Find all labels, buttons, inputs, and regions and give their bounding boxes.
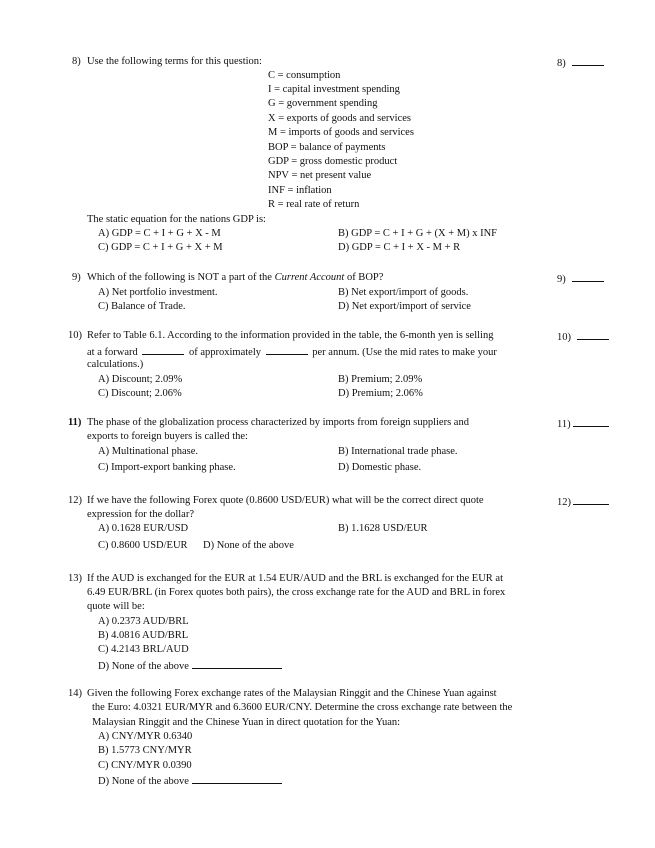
q8-stem: Use the following terms for this question: (87, 56, 262, 67)
q12-option-c[interactable]: C) 0.8600 USD/EUR (98, 540, 188, 551)
q14-option-b[interactable]: B) 1.5773 CNY/MYR (98, 745, 192, 756)
q10-fill-blank-2[interactable] (266, 344, 308, 355)
q10-fill-blank-1[interactable] (142, 344, 184, 355)
q8-def-gdp: GDP = gross domestic product (268, 156, 398, 167)
q12-number: 12) (68, 495, 82, 506)
q9-option-b[interactable]: B) Net export/import of goods. (338, 287, 469, 298)
q11-option-a[interactable]: A) Multinational phase. (98, 446, 199, 457)
q11-number: 11) (68, 417, 82, 428)
q8-option-d[interactable]: D) GDP = C + I + X - M + R (338, 242, 461, 253)
q8-answer-slot[interactable] (557, 55, 604, 71)
q13-answer-blank[interactable] (192, 658, 282, 669)
q8-def-g: G = government spending (268, 98, 378, 109)
q13-option-d-row[interactable] (98, 658, 282, 674)
q8-number: 8) (72, 56, 81, 67)
q8-prompt: The static equation for the nations GDP is: (87, 214, 266, 225)
q11-option-d[interactable]: D) Domestic phase. (338, 462, 422, 473)
q13-line2: 6.49 EUR/BRL (in Forex quotes both pairs), the cross exchange rate for the AUD and BRL in forex (87, 587, 506, 598)
q9-option-a[interactable]: A) Net portfolio investment. (98, 287, 218, 298)
q11-option-b[interactable]: B) International trade phase. (338, 446, 458, 457)
q10-answer-blank[interactable] (577, 329, 609, 340)
q8-def-bop: BOP = balance of payments (268, 142, 386, 153)
q11-answer-slot[interactable] (557, 416, 609, 432)
q9-option-c[interactable]: C) Balance of Trade. (98, 301, 186, 312)
q8-def-r: R = real rate of return (268, 199, 360, 210)
q14-answer-blank[interactable] (192, 773, 282, 784)
q9-stem-after: of BOP? (344, 272, 384, 283)
q10-line3: calculations.) (87, 359, 144, 370)
q11-answer-blank[interactable] (573, 416, 609, 427)
q10-number: 10) (68, 330, 82, 341)
q13-option-d[interactable]: D) None of the above (98, 661, 189, 672)
q11-line2: exports to foreign buyers is called the: (87, 431, 248, 442)
q14-number: 14) (68, 688, 82, 699)
q13-number: 13) (68, 573, 82, 584)
q14-option-d-row[interactable] (98, 773, 282, 789)
q13-option-c[interactable]: C) 4.2143 BRL/AUD (98, 644, 189, 655)
q10-option-d[interactable]: D) Premium; 2.06% (338, 388, 423, 399)
q10-answer-label: 10) (557, 332, 571, 343)
q13-line1: If the AUD is exchanged for the EUR at 1.54 EUR/AUD and the BRL is exchanged for the EUR at (87, 573, 504, 584)
q9-stem (87, 271, 383, 285)
q14-option-c[interactable]: C) CNY/MYR 0.0390 (98, 760, 192, 771)
q8-def-i: I = capital investment spending (268, 84, 400, 95)
q10-line2-c: per annum. (Use the mid rates to make your (312, 347, 497, 358)
q12-line2: expression for the dollar? (87, 509, 195, 520)
q9-option-d[interactable]: D) Net export/import of service (338, 301, 471, 312)
q10-line2-b: of approximately (188, 347, 262, 358)
q8-option-c[interactable]: C) GDP = C + I + G + X + M (98, 242, 223, 253)
q13-option-a[interactable]: A) 0.2373 AUD/BRL (98, 616, 189, 627)
q12-answer-label: 12) (557, 497, 571, 508)
q8-answer-label: 8) (557, 58, 566, 69)
q14-line3: Malaysian Ringgit and the Chinese Yuan in direct quotation for the Yuan: (92, 717, 401, 728)
q9-answer-label: 9) (557, 274, 566, 285)
q9-stem-italic: Current Account (274, 272, 345, 283)
q14-option-d[interactable]: D) None of the above (98, 776, 189, 787)
q8-def-x: X = exports of goods and services (268, 113, 411, 124)
q8-answer-blank[interactable] (572, 55, 604, 66)
q8-option-b[interactable]: B) GDP = C + I + G + (X + M) x INF (338, 228, 498, 239)
q10-option-c[interactable]: C) Discount; 2.06% (98, 388, 182, 399)
q10-option-a[interactable]: A) Discount; 2.09% (98, 374, 183, 385)
q12-answer-blank[interactable] (573, 494, 609, 505)
q9-answer-slot[interactable] (557, 271, 604, 287)
q8-def-inf: INF = inflation (268, 185, 332, 196)
q9-answer-blank[interactable] (572, 271, 604, 282)
q8-def-c: C = consumption (268, 70, 341, 81)
q11-answer-label: 11) (557, 419, 571, 430)
q8-option-a[interactable]: A) GDP = C + I + G + X - M (98, 228, 221, 239)
q10-answer-slot[interactable] (557, 329, 609, 345)
q10-option-b[interactable]: B) Premium; 2.09% (338, 374, 423, 385)
q8-def-m: M = imports of goods and services (268, 127, 414, 138)
q13-line3: quote will be: (87, 601, 145, 612)
q14-line1: Given the following Forex exchange rates of the Malaysian Ringgit and the Chinese Yuan against (87, 688, 497, 699)
q12-option-a[interactable]: A) 0.1628 EUR/USD (98, 523, 189, 534)
q14-line2: the Euro: 4.0321 EUR/MYR and 6.3600 EUR/CNY. Determine the cross exchange rate between the (92, 702, 513, 713)
q10-line1: Refer to Table 6.1. According to the information provided in the table, the 6-month yen is selling (87, 330, 494, 341)
q14-option-a[interactable]: A) CNY/MYR 0.6340 (98, 731, 193, 742)
q11-line1: The phase of the globalization process characterized by imports from foreign suppliers and (87, 417, 469, 428)
q10-line2-a: at a forward (87, 347, 138, 358)
q12-answer-slot[interactable] (557, 494, 609, 510)
q13-option-b[interactable]: B) 4.0816 AUD/BRL (98, 630, 189, 641)
q11-option-c[interactable]: C) Import-export banking phase. (98, 462, 236, 473)
q12-line1: If we have the following Forex quote (0.8600 USD/EUR) what will be the correct direct quote (87, 495, 484, 506)
q10-line2 (87, 344, 497, 360)
q12-option-d[interactable]: D) None of the above (203, 540, 294, 551)
q9-number: 9) (72, 272, 81, 283)
q9-stem-before: Which of the following is NOT a part of the (87, 272, 275, 283)
q12-option-b[interactable]: B) 1.1628 USD/EUR (338, 523, 428, 534)
q8-def-npv: NPV = net present value (268, 170, 372, 181)
